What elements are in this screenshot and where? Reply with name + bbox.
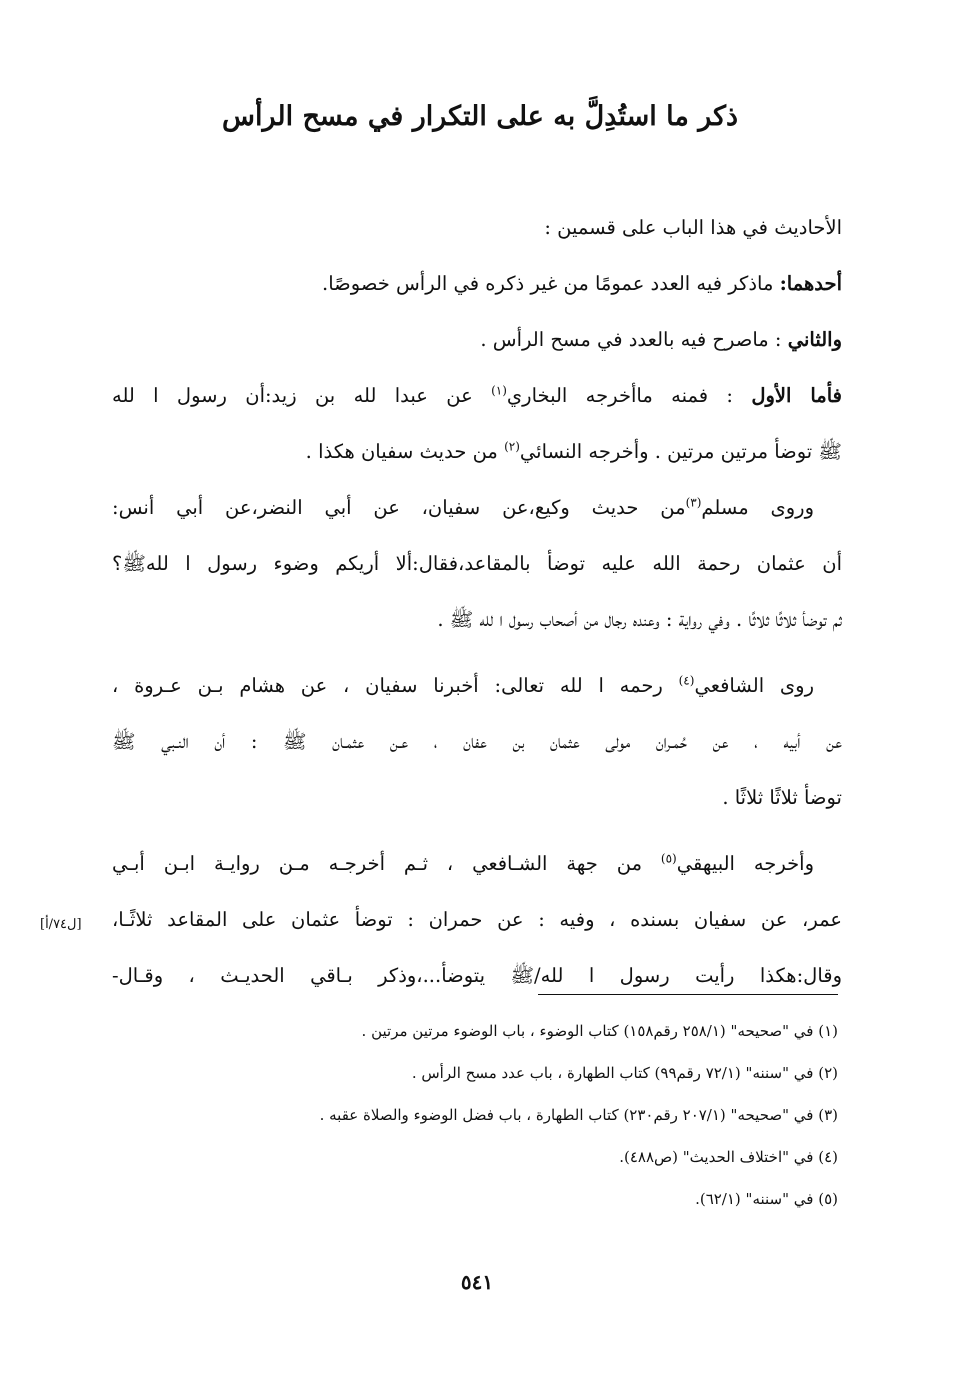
manuscript-folio-note: [ل٧٤/أ]	[40, 917, 82, 932]
page-number: ٥٤١	[460, 1270, 494, 1294]
text-line	[112, 536, 842, 592]
text-span: : فمنه ماأخرجه البخاري	[506, 384, 733, 407]
text-line	[112, 592, 842, 648]
text-line	[112, 200, 842, 256]
section-title: ذكر ما استُدِلَّ به على التكرار في مسح الرأس	[222, 101, 738, 132]
text-span: من جهة الشـافعي ، ثـم أخرجـه مـن روايـة ابـن أبـي	[112, 852, 661, 875]
text-span: من حديث سفيان هكذا .	[305, 440, 505, 463]
footnote-ref: (٤)	[678, 673, 695, 688]
text-span: الأحاديث في هذا الباب على قسمين :	[544, 216, 842, 239]
footnote: (١) في "صحيحه" (٢٥٨/١ رقم١٥٨) كتاب الوضوء ، باب الوضوء مرتين مرتين .	[361, 1022, 838, 1040]
text-span: روى الشافعي	[694, 674, 814, 697]
text-line	[112, 256, 842, 312]
text-span: وقال:هكذا رأيت رسول ا لله/ﷺ يتوضأ...،وذكر بـاقي الحديـث ، وقـال-	[112, 964, 842, 987]
text-span: ﷺ توضأ مرتين مرتين . وأخرجه النسائي	[519, 440, 842, 463]
text-span: من حديث وكيع،عن سفيان، عن أبي النضر،عن أبي أنس:	[112, 496, 686, 519]
footnote: (٣) في "صحيحه" (٢٠٧/١ رقم٢٣٠) كتاب الطهارة ، باب فضل الوضوء والصلاة عقبه .	[319, 1106, 838, 1124]
footnote-ref: (٢)	[504, 439, 520, 454]
text-line	[112, 312, 842, 368]
footnote-ref: (٥)	[660, 851, 677, 866]
text-span: رحمه ا لله تعالى: أخبرنا سفيان ، عن هشام بـن عـروة ،	[112, 674, 679, 697]
text-line	[112, 714, 842, 770]
footnote-ref: (١)	[491, 383, 507, 398]
text-span: عن عبدا لله بن زيد:أن رسول ا لله	[112, 384, 492, 407]
lead-word: والثاني	[787, 328, 842, 351]
text-span: وأخرجه البيهقي	[676, 852, 815, 875]
footnote: (٥) في "سننه" (٦٢/١).	[695, 1190, 838, 1208]
text-span: أن عثمان رحمة الله عليه توضأ بالمقاعد،فقال:ألا أريكم وضوء رسول ا للهﷺ؟	[112, 552, 842, 575]
text-line	[112, 368, 842, 424]
text-span: وروى مسلم	[701, 496, 814, 519]
footnote-ref: (٣)	[685, 495, 702, 510]
text-line	[112, 424, 842, 480]
text-span: توضأ ثلاثًا ثلاثًا .	[722, 786, 842, 809]
text-span: عمر، عن سفيان بسنده ، وفيه : عن حمران : توضأ عثمان على المقاعد ثلاثًـا،	[112, 908, 842, 931]
footnote-divider	[538, 994, 838, 995]
text-line	[112, 836, 842, 892]
main-text	[112, 200, 842, 1004]
text-line	[112, 658, 842, 714]
text-span: : ماصرح فيه بالعدد في مسح الرأس .	[480, 328, 788, 351]
text-line	[112, 948, 842, 1004]
lead-word: فأما الأول	[751, 384, 842, 407]
text-line	[112, 892, 842, 948]
text-span: ماذكر فيه العدد عمومًا من غير ذكره في الرأس خصوصًا.	[322, 272, 780, 295]
text-line	[112, 770, 842, 826]
text-span: ثم توضأ ثلاثًا ثلاثًا . وفي رواية : وعنده رجال من أصحاب رسول ا لله ﷺ .	[437, 608, 842, 631]
footnote: (٢) في "سننه" (٧٢/١ رقم٩٩) كتاب الطهارة ، باب عدد مسح الرأس .	[411, 1064, 838, 1082]
text-span: عن أبيه ، عن حُمـران مولى عثمان بن عفان ، عـن عثمـان ﷺ : أن النـبي ﷺ	[112, 730, 842, 753]
footnotes	[112, 1010, 838, 1220]
lead-word: أحدهما:	[779, 272, 842, 295]
footnote: (٤) في "اختلاف الحديث" (ص٤٨٨).	[619, 1148, 838, 1166]
text-line	[112, 480, 842, 536]
